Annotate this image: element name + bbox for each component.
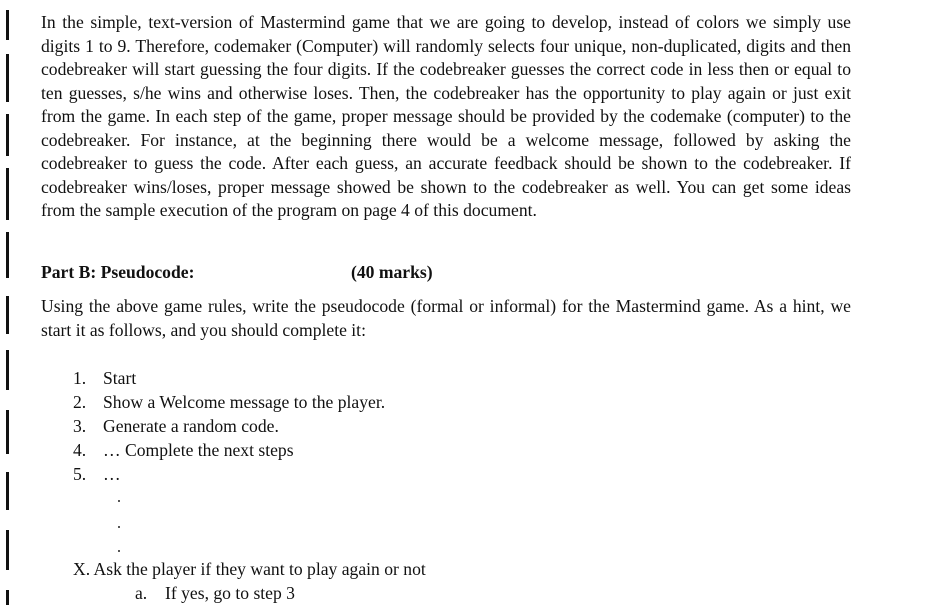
final-step-label: X. bbox=[73, 559, 91, 579]
list-item bbox=[73, 415, 279, 437]
margin-change-bar bbox=[6, 530, 9, 570]
margin-change-bar bbox=[6, 472, 9, 510]
substep bbox=[135, 582, 295, 604]
step-number: 4. bbox=[73, 440, 87, 460]
margin-change-bar bbox=[6, 590, 9, 605]
margin-change-bar bbox=[6, 410, 9, 454]
margin-change-bar bbox=[6, 168, 9, 220]
margin-change-bar bbox=[6, 54, 9, 102]
section-marks: (40 marks) bbox=[351, 262, 433, 282]
ellipsis-dot bbox=[118, 526, 120, 528]
ellipsis-dot bbox=[118, 550, 120, 552]
section-heading bbox=[41, 261, 433, 284]
step-text: … Complete the next steps bbox=[103, 440, 294, 460]
margin-change-bar bbox=[6, 114, 9, 156]
margin-change-bar bbox=[6, 10, 9, 40]
final-step bbox=[73, 558, 426, 580]
intro-paragraph: In the simple, text-version of Mastermind game that we are going to develop, instead of colors we simply use digits 1 to 9. Therefore, codemaker (Computer) will randomly selects four unique, non-duplicated, digits and then codebreaker will start guessing the four digits. If the codebreaker guesses the correct code in less then or equal to ten guesses, s/he wins and otherwise loses. Then, the codebreaker has the opportunity to play again or just exit from the game. In each step of the game, proper message should be provided by the codemake (computer) to the codebreaker. For instance, at the beginning there would be a welcome message, followed by asking the codebreaker to guess the code. After each guess, an accurate feedback should be shown to the codebreaker. If codebreaker wins/loses, proper message showed be shown to the codebreaker as well. You can get some ideas from the sample execution of the program on page 4 of this document. bbox=[41, 12, 851, 220]
step-number: 5. bbox=[73, 464, 87, 484]
list-item bbox=[73, 391, 385, 413]
final-step-text: Ask the player if they want to play again or not bbox=[93, 559, 426, 579]
step-number: 2. bbox=[73, 392, 87, 412]
step-number: 1. bbox=[73, 368, 87, 388]
list-item bbox=[73, 367, 136, 389]
margin-change-bar bbox=[6, 296, 9, 334]
section-title: Part B: Pseudocode: bbox=[41, 262, 195, 282]
list-item bbox=[73, 463, 121, 485]
ellipsis-dot bbox=[118, 500, 120, 502]
margin-change-bar bbox=[6, 350, 9, 390]
substep-text: If yes, go to step 3 bbox=[165, 583, 295, 603]
step-text: Generate a random code. bbox=[103, 416, 279, 436]
instructions-paragraph: Using the above game rules, write the pseudocode (formal or informal) for the Mastermind game. As a hint, we start it as follows, and you should complete it: bbox=[41, 296, 851, 340]
margin-change-bar bbox=[6, 232, 9, 278]
step-number: 3. bbox=[73, 416, 87, 436]
step-text: Show a Welcome message to the player. bbox=[103, 392, 386, 412]
step-text: Start bbox=[103, 368, 137, 388]
list-item bbox=[73, 439, 294, 461]
substep-label: a. bbox=[135, 583, 148, 603]
step-text: … bbox=[103, 464, 121, 484]
